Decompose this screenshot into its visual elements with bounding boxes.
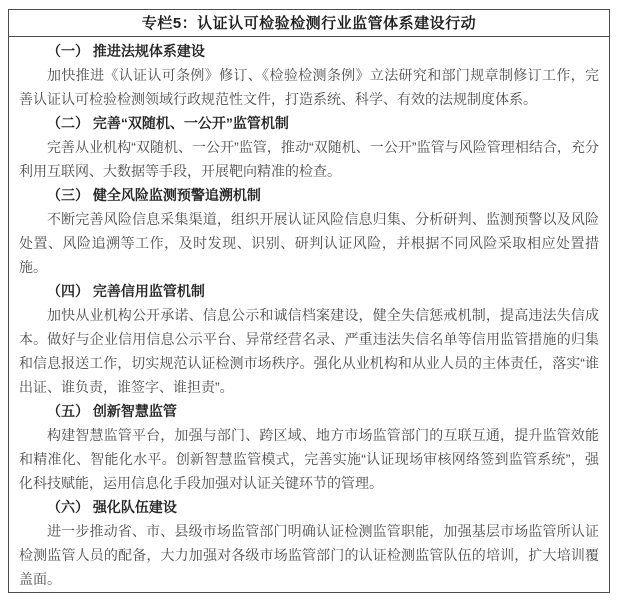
section-heading: （一） 推进法规体系建设 <box>47 43 205 59</box>
section <box>19 495 599 591</box>
section-heading: （四） 完善信用监管机制 <box>47 283 205 299</box>
section <box>19 39 599 111</box>
section <box>19 111 599 183</box>
section-heading: （五） 创新智慧监管 <box>47 403 177 419</box>
section <box>19 399 599 495</box>
section-paragraph: 完善从业机构“双随机、一公开”监管，推动“双随机、一公开”监管与风险管理相结合，充分利用互联网、大数据等手段，开展靶向精准的检查。 <box>19 139 599 179</box>
section-heading: （三） 健全风险监测预警追溯机制 <box>47 187 261 203</box>
panel-title: 专栏5：认证认可检验检测行业监管体系建设行动 <box>9 10 609 37</box>
panel-content <box>9 37 609 591</box>
section-paragraph: 加快从业机构公开承诺、信息公示和诚信档案建设，健全失信惩戒机制，提高违法失信成本。做好与企业信用信息公示平台、异常经营名录、严重违法失信名单等信用监管措施的归集和信息报送工作，切实规范认证检测市场秩序。强化从业机构和从业人员的主体责任，落实“谁出证、谁负责，谁签字、谁担责”。 <box>19 307 599 395</box>
section-paragraph: 进一步推动省、市、县级市场监管部门明确认证检测监管职能，加强基层市场监管所认证检测监管人员的配备，大力加强对各级市场监管部门的认证检测监管队伍的培训，扩大培训覆盖面。 <box>19 523 599 587</box>
section <box>19 183 599 279</box>
section <box>19 279 599 399</box>
page <box>0 9 618 611</box>
section-heading: （六） 强化队伍建设 <box>47 499 177 515</box>
section-paragraph: 构建智慧监管平台，加强与部门、跨区域、地方市场监管部门的互联互通，提升监管效能和精准化、智能化水平。创新智慧监管模式，完善实施“认证现场审核网络签到监管系统”，强化科技赋能，运用信息化手段加强对认证关键环节的管理。 <box>19 427 599 491</box>
section-paragraph: 不断完善风险信息采集渠道，组织开展认证风险信息归集、分析研判、监测预警以及风险处置、风险追溯等工作，及时发现、识别、研判认证风险，并根据不同风险采取相应处置措施。 <box>19 211 599 275</box>
section-heading: （二） 完善“双随机、一公开”监管机制 <box>47 115 289 131</box>
column-panel <box>8 9 610 593</box>
section-paragraph: 加快推进《认证认可条例》修订、《检验检测条例》立法研究和部门规章制修订工作，完善认证认可检验检测领域行政规范性文件，打造系统、科学、有效的法规制度体系。 <box>19 67 599 107</box>
